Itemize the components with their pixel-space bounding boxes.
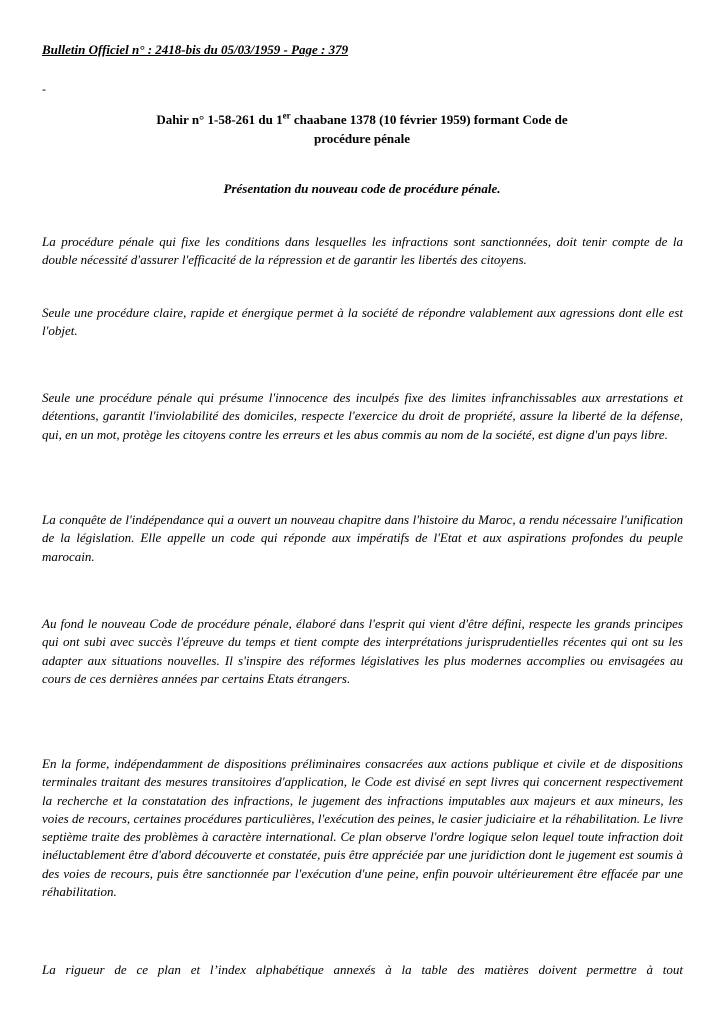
title-part-1: Dahir n° 1-58-261 du 1 xyxy=(156,112,283,127)
dash-mark: - xyxy=(42,82,46,96)
paragraph: La procédure pénale qui fixe les conditions dans lesquelles les infractions sont sanctionnées, doit tenir compte de la double nécessité d'assurer l'efficacité de la répression et de garantir les libertés des citoyens. xyxy=(42,234,683,268)
title-line-2: procédure pénale xyxy=(314,131,410,146)
document-subtitle: Présentation du nouveau code de procédure pénale. xyxy=(223,181,501,196)
paragraph: Seule une procédure pénale qui présume l'innocence des inculpés fixe des limites infranchissables aux arrestations et détentions, garantit l'inviolabilité des domiciles, respecte l'exercice du droit de propriété, assure la liberté de la défense, qui, en un mot, protège les citoyens contre les erreurs et les abus commis au nom de la société, est digne d'un pays libre. xyxy=(42,390,683,442)
paragraph: Seule une procédure claire, rapide et énergique permet à la société de répondre valablement aux agressions dont elle est l'objet. xyxy=(42,305,683,339)
paragraph: La rigueur de ce plan et l’index alphabétique annexés à la table des matières doivent permettre à tout xyxy=(42,962,683,977)
paragraph: Au fond le nouveau Code de procédure pénale, élaboré dans l'esprit qui vient d'être défini, respecte les grands principes qui ont subi avec succès l'épreuve du temps et tient compte des interprétations jurisprudentielles récentes qui ont su les adapter aux situations nouvelles. Il s'inspire des réformes législatives les plus modernes accomplies ou envisagées au cours de ces dernières années par certains Etats étrangers. xyxy=(42,616,683,686)
paragraph: La conquête de l'indépendance qui a ouvert un nouveau chapitre dans l'histoire du Maroc, a rendu nécessaire l'unification de la législation. Elle appelle un code qui réponde aux impératifs de l'Etat et aux aspirations profondes du peuple marocain. xyxy=(42,512,683,564)
title-superscript: er xyxy=(282,110,291,121)
title-part-2: chaabane 1378 (10 février 1959) formant Code de xyxy=(290,112,568,127)
paragraph: En la forme, indépendamment de dispositions préliminaires consacrées aux actions publique et civile et de dispositions terminales traitant des mesures transitoires d'application, le Code est divisé en sept livres qui concernent respectivement la recherche et la constatation des infractions, le jugement des infractions imputables aux majeurs et aux mineurs, les voies de recours, certaines procédures particulières, l'exécution des peines, le casier judiciaire et la réhabilitation. Le livre septième traite des problèmes à caractère international. Ce plan observe l'ordre logique selon lequel toute infraction doit inéluctablement être d'abord découverte et constatée, puis être appréciée par une juridiction dont le jugement est soumis à des voies de recours, puis être sanctionnée par l'exécution d'une peine, enfin pouvoir ultérieurement être effacée par une réhabilitation. xyxy=(42,756,683,900)
bulletin-header: Bulletin Officiel n° : 2418-bis du 05/03/1959 - Page : 379 xyxy=(42,42,349,57)
document-title xyxy=(80,110,644,148)
